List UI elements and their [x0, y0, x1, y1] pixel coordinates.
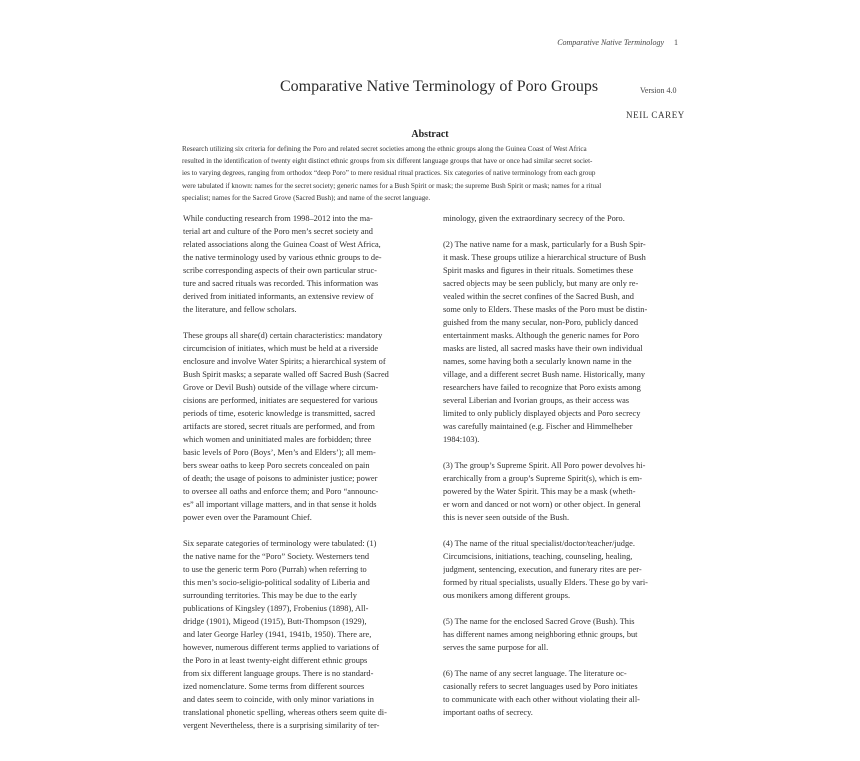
text-line: publications of Kingsley (1897), Frobenius (1898), All- [183, 604, 369, 613]
text-line: village, and a different secret Bush name. Historically, many [443, 370, 646, 379]
author-name: NEIL CAREY [626, 110, 685, 120]
text-line: (6) The name of any secret language. The literature oc- [443, 669, 627, 678]
text-line: to communicate with each other without violating their all- [443, 695, 640, 704]
abstract-line: ies to varying degrees, ranging from orthodox “deep Poro” to mere residual ritual practices. Six categories of native terminology from each group [182, 169, 596, 178]
running-head [557, 38, 678, 47]
abstract-line: Research utilizing six criteria for defining the Poro and related secret societies among the ethnic groups along the Guinea Coast of West Africa [182, 145, 587, 153]
text-line: periods of time, esoteric knowledge is transmitted, sacred [183, 409, 376, 418]
body-paragraph [443, 537, 683, 602]
text-line: ous monikers among different groups. [443, 591, 571, 600]
text-line: translational phonetic spelling, whereas others seem quite di- [183, 708, 387, 717]
right-column [443, 212, 683, 732]
body-paragraph [183, 212, 423, 316]
text-line: bers swear oaths to keep Poro secrets concealed on pain [183, 461, 370, 470]
text-line: and dates seem to coincide, with only minor variations in [183, 695, 374, 704]
text-line: the native terminology used by various ethnic groups to de- [183, 253, 382, 262]
text-line: has different names among neighboring ethnic groups, but [443, 630, 638, 639]
text-line: it mask. These groups utilize a hierarchical structure of Bush [443, 253, 646, 262]
text-line: Spirit masks and figures in their rituals. Sometimes these [443, 266, 634, 275]
text-line: serves the same purpose for all. [443, 643, 549, 652]
text-line: names, some having both a secularly known name in the [443, 357, 632, 366]
body-paragraph [443, 459, 683, 524]
text-line: entertainment masks. Although the generic names for Poro [443, 331, 640, 340]
text-line: was carefully maintained (e.g. Fischer and Himmelheber [443, 422, 633, 431]
text-line: erarchically from a group’s Supreme Spirit(s), which is em- [443, 474, 643, 483]
text-line: Grove or Devil Bush) outside of the village where circum- [183, 383, 379, 392]
running-head-title: Comparative Native Terminology [557, 38, 664, 47]
text-line: circumcision of initiates, which must be held at a riverside [183, 344, 379, 353]
text-line: scribe corresponding aspects of their own particular struc- [183, 266, 377, 275]
abstract-heading: Abstract [411, 129, 449, 140]
text-line: enclosure and involve Water Spirits; a hierarchical system of [183, 357, 386, 366]
text-line: surrounding territories. This may be due to the early [183, 591, 357, 600]
text-line: to use the generic term Poro (Purrah) when referring to [183, 565, 367, 574]
text-line: (3) The group’s Supreme Spirit. All Poro power devolves hi- [443, 461, 646, 470]
text-line: masks are listed, all sacred masks have their own individual [443, 344, 643, 353]
text-line: ture and sacred rituals was recorded. This information was [183, 279, 379, 288]
text-line: While conducting research from 1998–2012 into the ma- [183, 214, 373, 223]
text-line: however, numerous different terms applied to variations of [183, 643, 379, 652]
text-line: es” all important village matters, and in that sense it holds [183, 500, 377, 509]
text-line: the literature, and fellow scholars. [183, 305, 297, 314]
text-line: vealed within the secret confines of the Sacred Bush, and [443, 292, 634, 301]
text-line: Bush Spirit masks; a separate walled off Sacred Bush (Sacred [183, 370, 389, 379]
text-line: (2) The native name for a mask, particularly for a Bush Spir- [443, 240, 646, 249]
abstract-line: specialist; names for the Sacred Grove (Sacred Bush); and name of the secret language. [182, 193, 431, 202]
text-line: judgment, sentencing, execution, and funerary rites are per- [443, 565, 642, 574]
text-line: which women and uninitiated males are forbidden; three [183, 435, 372, 444]
text-line: vergent Nevertheless, there is a surprising similarity of ter- [183, 721, 380, 730]
text-line: the Poro in at least twenty-eight different ethnic groups [183, 656, 368, 665]
text-line: important oaths of secrecy. [443, 708, 533, 717]
text-line: Six separate categories of terminology were tabulated: (1) [183, 539, 377, 548]
text-line: These groups all share(d) certain characteristics: mandatory [183, 331, 383, 340]
body-paragraph [183, 537, 423, 732]
text-line: formed by ritual specialists, usually Elders. These go by vari- [443, 578, 648, 587]
text-line: 1984:103). [443, 435, 480, 444]
text-line: Circumcisions, initiations, teaching, counseling, healing, [443, 552, 633, 561]
text-line: and later George Harley (1941, 1941b, 1950). There are, [183, 630, 372, 639]
left-column [183, 212, 423, 745]
text-line: researchers have failed to recognize that Poro exists among [443, 383, 641, 392]
body-paragraph [443, 212, 683, 225]
text-line: several Liberian and Ivorian groups, as their access was [443, 396, 630, 405]
text-line: terial art and culture of the Poro men’s secret society and [183, 227, 373, 236]
text-line: basic levels of Poro (Boys’, Men’s and Elders’); all mem- [183, 448, 376, 457]
text-line: sacred objects may be seen publicly, but many are only re- [443, 279, 639, 288]
text-line: related associations along the Guinea Coast of West Africa, [183, 240, 381, 249]
paper-title: Comparative Native Terminology of Poro Groups [280, 78, 599, 95]
abstract-line: were tabulated if known: names for the secret society; generic names for a Bush Spirit or mask; the supreme Bush Spirit or mask; names for a ritual [182, 181, 602, 190]
text-line: some only to Elders. These masks of the Poro must be distin- [443, 305, 648, 314]
text-line: this men’s socio-seligio-political sodality of Liberia and [183, 578, 370, 587]
text-line: this is never seen outside of the Bush. [443, 513, 570, 522]
abstract-body [182, 143, 680, 204]
text-line: to oversee all oaths and enforce them; and Poro “announc- [183, 487, 379, 496]
text-line: casionally refers to secret languages used by Poro initiates [443, 682, 638, 691]
text-line: of death; the usage of poisons to administer justice; power [183, 474, 378, 483]
text-line: the native name for the “Poro” Society. Westerners tend [183, 552, 370, 561]
text-line: (4) The name of the ritual specialist/doctor/teacher/judge. [443, 539, 635, 548]
body-paragraph [443, 667, 683, 719]
body-paragraph [183, 329, 423, 524]
version-label: Version 4.0 [640, 86, 677, 95]
abstract-line: resulted in the identification of twenty eight distinct ethnic groups from six different language groups that have or once had similar secret societ- [182, 157, 593, 166]
body-paragraph [443, 238, 683, 446]
text-line: (5) The name for the enclosed Sacred Grove (Bush). This [443, 617, 635, 626]
text-line: from six different language groups. There is no standard- [183, 669, 374, 678]
text-line: guished from the many secular, non-Poro, publicly danced [443, 318, 638, 327]
text-line: cisions are performed, initiates are sequestered for various [183, 396, 378, 405]
text-line: derived from initiated informants, an extensive review of [183, 292, 374, 301]
text-line: power even over the Paramount Chief. [183, 513, 312, 522]
page-number: 1 [674, 38, 678, 47]
text-line: limited to only publicly displayed objects and Poro secrecy [443, 409, 641, 418]
body-paragraph [443, 615, 683, 654]
text-line: artifacts are stored, secret rituals are performed, and from [183, 422, 375, 431]
text-line: dridge (1901), Migeod (1915), Butt-Thompson (1929), [183, 617, 367, 626]
text-line: er worn and danced or not worn) or other object. In general [443, 500, 641, 509]
text-line: minology, given the extraordinary secrecy of the Poro. [443, 214, 625, 223]
text-line: ized nomenclature. Some terms from different sources [183, 682, 365, 691]
text-line: powered by the Water Spirit. This may be a mask (wheth- [443, 487, 636, 496]
